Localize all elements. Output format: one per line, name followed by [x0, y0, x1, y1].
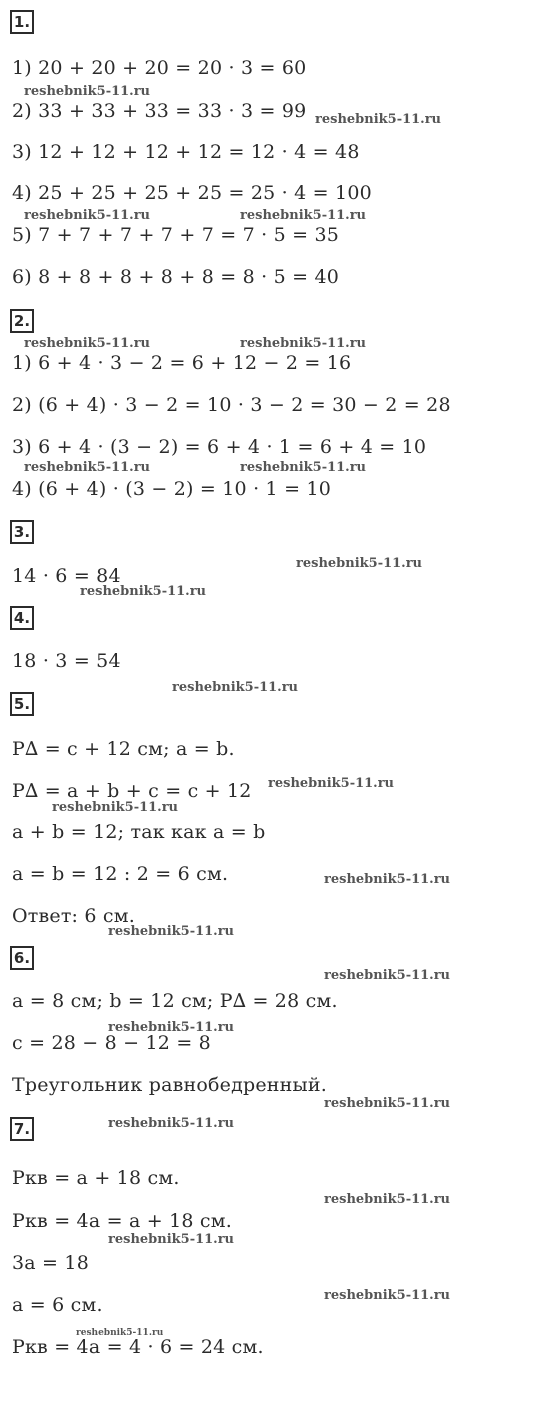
watermark: reshebnik5-11.ru: [24, 208, 151, 223]
section-1-number: 1.: [10, 10, 34, 34]
section-4-number: 4.: [10, 606, 34, 630]
section-1-line-6: 6) 8 + 8 + 8 + 8 + 8 = 8 · 5 = 40: [12, 266, 340, 288]
section-7-line-4: a = 6 см.: [12, 1294, 103, 1316]
section-6-line-1: a = 8 см; b = 12 см; P∆ = 28 см.: [12, 990, 338, 1012]
watermark: reshebnik5-11.ru: [108, 1116, 235, 1131]
section-6-line-2: c = 28 − 8 − 12 = 8: [12, 1032, 211, 1054]
watermark: reshebnik5-11.ru: [24, 84, 151, 99]
section-2-line-1: 1) 6 + 4 · 3 − 2 = 6 + 12 − 2 = 16: [12, 352, 352, 374]
watermark: reshebnik5-11.ru: [76, 1328, 164, 1338]
watermark: reshebnik5-11.ru: [324, 968, 451, 983]
section-2-line-4: 4) (6 + 4) · (3 − 2) = 10 · 1 = 10: [12, 478, 332, 500]
watermark: reshebnik5-11.ru: [324, 872, 451, 887]
watermark: reshebnik5-11.ru: [268, 776, 395, 791]
section-5-answer: Ответ: 6 см.: [12, 905, 135, 927]
watermark: reshebnik5-11.ru: [240, 460, 367, 475]
section-7-line-2: Pкв = 4a = a + 18 см.: [12, 1210, 232, 1232]
section-2-line-2: 2) (6 + 4) · 3 − 2 = 10 · 3 − 2 = 30 − 2 = 28: [12, 394, 451, 416]
watermark: reshebnik5-11.ru: [324, 1192, 451, 1207]
section-1-line-5: 5) 7 + 7 + 7 + 7 + 7 = 7 · 5 = 35: [12, 224, 340, 246]
section-6-line-3: Треугольник равнобедренный.: [12, 1074, 327, 1096]
section-1-line-4: 4) 25 + 25 + 25 + 25 = 25 · 4 = 100: [12, 182, 372, 204]
section-7-line-5: Pкв = 4a = 4 · 6 = 24 см.: [12, 1336, 264, 1358]
watermark: reshebnik5-11.ru: [108, 1232, 235, 1247]
section-2-number: 2.: [10, 309, 34, 333]
watermark: reshebnik5-11.ru: [324, 1096, 451, 1111]
watermark: reshebnik5-11.ru: [240, 336, 367, 351]
watermark: reshebnik5-11.ru: [172, 680, 299, 695]
watermark: reshebnik5-11.ru: [52, 800, 179, 815]
watermark: reshebnik5-11.ru: [315, 112, 442, 127]
watermark: reshebnik5-11.ru: [108, 1020, 235, 1035]
section-1-line-1: 1) 20 + 20 + 20 = 20 · 3 = 60: [12, 57, 307, 79]
section-4-line-1: 18 · 3 = 54: [12, 650, 121, 672]
section-5-line-4: a = b = 12 : 2 = 6 см.: [12, 863, 229, 885]
section-7-line-1: Pкв = a + 18 см.: [12, 1167, 180, 1189]
section-3-line-1: 14 · 6 = 84: [12, 565, 121, 587]
watermark: reshebnik5-11.ru: [24, 336, 151, 351]
watermark: reshebnik5-11.ru: [324, 1288, 451, 1303]
section-5-line-2: P∆ = a + b + c = c + 12: [12, 780, 252, 802]
section-6-number: 6.: [10, 946, 34, 970]
section-5-number: 5.: [10, 692, 34, 716]
watermark: reshebnik5-11.ru: [296, 556, 423, 571]
section-3-number: 3.: [10, 520, 34, 544]
section-1-line-3: 3) 12 + 12 + 12 + 12 = 12 · 4 = 48: [12, 141, 360, 163]
watermark: reshebnik5-11.ru: [24, 460, 151, 475]
section-5-line-3: a + b = 12; так как a = b: [12, 821, 266, 843]
watermark: reshebnik5-11.ru: [108, 924, 235, 939]
section-7-number: 7.: [10, 1117, 34, 1141]
section-1-line-2: 2) 33 + 33 + 33 = 33 · 3 = 99: [12, 100, 307, 122]
section-5-line-1: P∆ = c + 12 см; a = b.: [12, 738, 235, 760]
watermark: reshebnik5-11.ru: [80, 584, 207, 599]
section-2-line-3: 3) 6 + 4 · (3 − 2) = 6 + 4 · 1 = 6 + 4 = 10: [12, 436, 427, 458]
section-7-line-3: 3a = 18: [12, 1252, 89, 1274]
watermark: reshebnik5-11.ru: [240, 208, 367, 223]
